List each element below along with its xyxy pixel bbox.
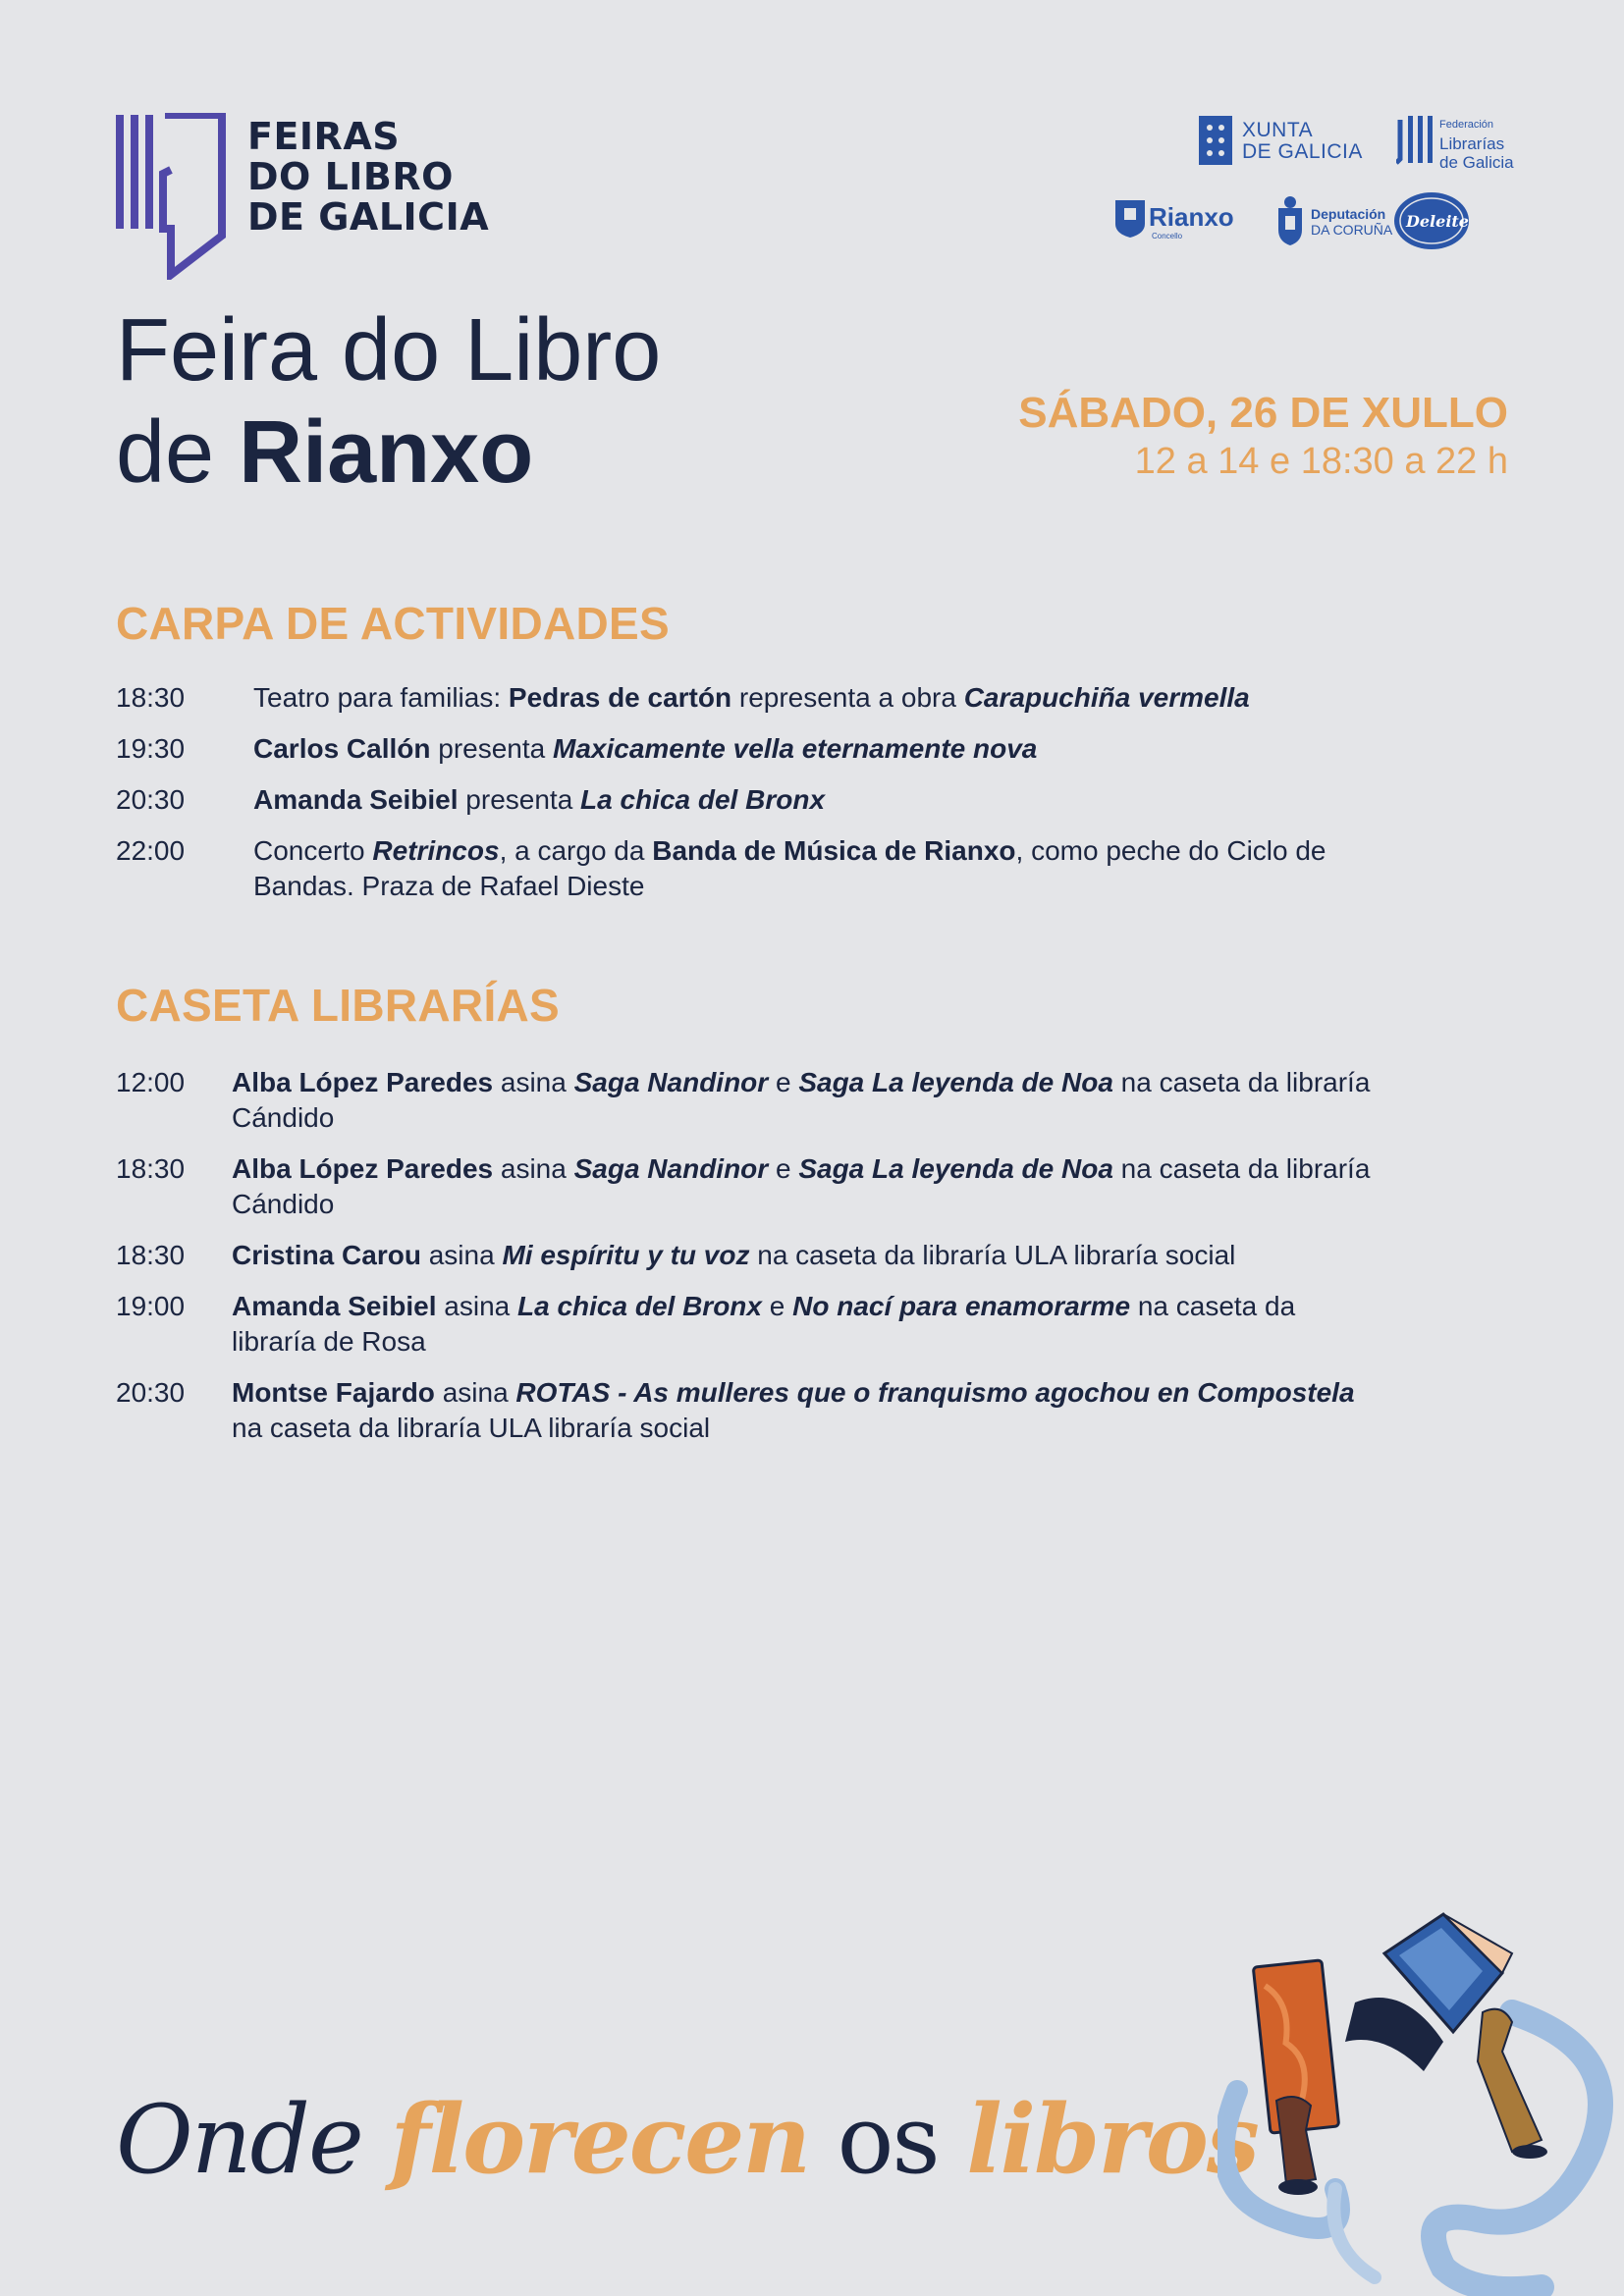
books-hands-illustration: [1218, 1895, 1624, 2296]
slogan-word-4: libros: [966, 2084, 1258, 2195]
description-text: asina: [436, 1291, 518, 1321]
description-text: e: [761, 1291, 793, 1321]
description-text: asina: [493, 1153, 574, 1184]
event-description: [253, 782, 1382, 818]
description-text: e: [768, 1153, 799, 1184]
work-title: La chica del Bronx: [580, 784, 826, 815]
delite-name: Deleite: [1406, 212, 1469, 231]
description-text: asina: [420, 1240, 503, 1270]
schedule-row: [116, 680, 1382, 716]
description-text: na caseta da libraría ULA libraría social: [749, 1240, 1236, 1270]
person-name: Alba López Paredes: [232, 1067, 494, 1097]
description-text: , a cargo da: [499, 835, 653, 866]
person-name: Pedras de cartón: [508, 682, 732, 713]
title-prefix: de: [116, 403, 215, 502]
description-text: na caseta da libraría Cándido: [232, 1067, 1371, 1133]
event-time: 20:30: [116, 1377, 186, 1408]
book-logo-icon: [116, 113, 234, 280]
event-time: 18:30: [116, 1240, 186, 1270]
rianxo-sub: Concello: [1152, 232, 1183, 240]
ribbon-bottom: [1333, 2189, 1375, 2277]
carpa-section-title: CARPA DE ACTIVIDADES: [116, 598, 670, 649]
event-description: [232, 1289, 1382, 1360]
event-time: 18:30: [116, 1153, 186, 1184]
hole-right: [1512, 2145, 1547, 2159]
rianxo-shield-icon: [1115, 200, 1145, 238]
event-description: [232, 1375, 1382, 1446]
event-time: 20:30: [116, 784, 186, 815]
logo-line-1: FEIRAS: [247, 115, 401, 158]
federacion-line-3: de Galicia: [1439, 153, 1514, 172]
description-text: asina: [493, 1067, 574, 1097]
description-text: asina: [434, 1377, 516, 1408]
event-description: [253, 680, 1382, 716]
title-line-2: [116, 401, 661, 504]
deputacion-line-1: Deputación: [1311, 206, 1386, 222]
logo-line-2: DO LIBRO: [247, 155, 454, 198]
event-time: 12:00: [116, 1067, 186, 1097]
work-title: Carapuchiña vermella: [963, 682, 1250, 713]
work-title: La chica del Bronx: [517, 1291, 762, 1321]
work-title: Retrincos: [372, 835, 500, 866]
description-text: na caseta da libraría de Rosa: [232, 1291, 1296, 1357]
federacion-line-2: Librarías: [1439, 134, 1505, 153]
xunta-line-2: DE GALICIA: [1242, 140, 1363, 163]
description-text: presenta: [430, 733, 554, 764]
federacion-bars-icon: [1396, 114, 1435, 165]
schedule-row: [116, 1289, 1382, 1360]
deputacion-crest-icon: [1275, 194, 1305, 245]
federacion-logo: [1396, 114, 1514, 172]
event-time: 19:30: [116, 733, 186, 764]
xunta-line-1: XUNTA: [1242, 119, 1314, 141]
description-text: na caseta da libraría Cándido: [232, 1153, 1371, 1219]
schedule-row: [116, 782, 1382, 818]
description-text: , como peche do Ciclo de Bandas. Praza de Rafael Dieste: [253, 835, 1326, 901]
event-time: 18:30: [116, 682, 186, 713]
caseta-schedule: [116, 1065, 1382, 1462]
deputacion-line-2: DA CORUÑA: [1311, 222, 1393, 238]
event-description: [232, 1238, 1382, 1273]
description-text: na caseta da libraría ULA libraría social: [232, 1413, 711, 1443]
slogan-word-2: florecen: [390, 2084, 810, 2195]
description-text: e: [768, 1067, 799, 1097]
schedule-row: [116, 731, 1382, 767]
person-name: Cristina Carou: [232, 1240, 421, 1270]
date-hours: 12 a 14 e 18:30 a 22 h: [1134, 441, 1508, 482]
event-time: 19:00: [116, 1291, 186, 1321]
person-name: Amanda Seibiel: [253, 784, 459, 815]
slogan-word-3: os: [837, 2085, 939, 2195]
xunta-logo: [1199, 116, 1363, 170]
description-text: Teatro para familias:: [253, 682, 509, 713]
description-text: presenta: [458, 784, 581, 815]
schedule-row: [116, 1375, 1382, 1446]
description-text: Concerto: [253, 835, 373, 866]
xunta-shield-icon: [1199, 116, 1232, 165]
schedule-row: [116, 1151, 1382, 1222]
schedule-row: [116, 1065, 1382, 1136]
person-name: Amanda Seibiel: [232, 1291, 437, 1321]
person-name: Carlos Callón: [253, 733, 431, 764]
feiras-do-libro-logo: [116, 113, 490, 280]
work-title: Saga La leyenda de Noa: [798, 1153, 1113, 1184]
logo-wordmark: [247, 117, 489, 238]
work-title: Mi espíritu y tu voz: [502, 1240, 750, 1270]
event-date: [1018, 388, 1508, 484]
work-title: Saga Nandinor: [573, 1067, 769, 1097]
description-text: representa a obra: [731, 682, 964, 713]
event-description: [253, 731, 1382, 767]
slogan: [116, 2081, 1258, 2199]
logo-line-3: DE GALICIA: [247, 195, 490, 239]
federacion-line-1: Federación: [1439, 119, 1494, 131]
work-title: Saga Nandinor: [573, 1153, 769, 1184]
slogan-word-1: Onde: [116, 2085, 362, 2195]
rianxo-name: Rianxo: [1149, 202, 1234, 232]
rianxo-logo: [1115, 200, 1234, 242]
work-title: ROTAS - As mulleres que o franquismo agochou en Compostela: [515, 1377, 1355, 1408]
work-title: No nací para enamorarme: [792, 1291, 1131, 1321]
event-time: 22:00: [116, 835, 186, 866]
person-name: Alba López Paredes: [232, 1153, 494, 1184]
person-name: Banda de Música de Rianxo: [652, 835, 1016, 866]
work-title: Saga La leyenda de Noa: [798, 1067, 1113, 1097]
title-place: Rianxo: [239, 403, 534, 502]
page-title: [116, 299, 661, 504]
sponsor-logos: [1115, 110, 1514, 257]
title-line-1: Feira do Libro: [116, 301, 662, 400]
event-description: [232, 1065, 1382, 1136]
schedule-row: [116, 833, 1382, 904]
deputacion-logo: [1275, 194, 1393, 250]
caseta-section-title: CASETA LIBRARÍAS: [116, 980, 561, 1031]
hole-left: [1278, 2179, 1318, 2195]
event-description: [253, 833, 1382, 904]
schedule-row: [116, 1238, 1382, 1273]
person-name: Montse Fajardo: [232, 1377, 435, 1408]
carpa-schedule: [116, 680, 1382, 920]
event-description: [232, 1151, 1382, 1222]
date-day: SÁBADO, 26 DE XULLO: [1018, 389, 1508, 437]
work-title: Maxicamente vella eternamente nova: [553, 733, 1038, 764]
